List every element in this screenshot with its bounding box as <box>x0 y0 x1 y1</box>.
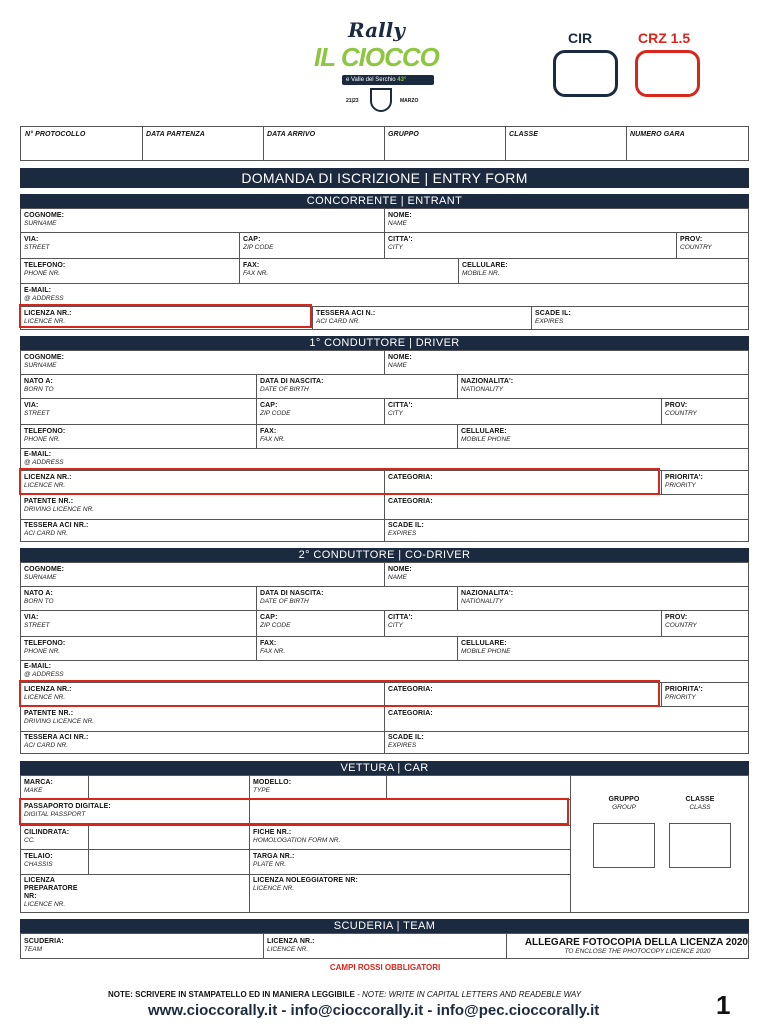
gruppo-field[interactable]: GRUPPO <box>388 131 419 138</box>
team-scuderia-field[interactable]: SCUDERIA: TEAM <box>24 938 64 953</box>
entrant-cap-field[interactable]: CAP: ZIP CODE <box>243 236 274 251</box>
logo-word-ciocco: IL CIOCCO <box>314 42 439 72</box>
car-classe-box[interactable] <box>669 823 731 868</box>
codriver-fax-field[interactable]: FAX: FAX NR. <box>260 640 286 655</box>
logo-word-rally: Rally <box>348 18 405 42</box>
logo-valle: e Valle del Serchio <box>346 77 396 83</box>
entrant-telefono-field[interactable]: TELEFONO: PHONE NR. <box>24 262 66 277</box>
car-marca-field[interactable]: MARCA: MAKE <box>24 779 53 794</box>
entrant-cognome-field[interactable]: COGNOME: SURNAME <box>24 212 65 227</box>
driver-scade-field[interactable]: SCADE IL: EXPIRES <box>388 522 424 537</box>
cir-checkbox[interactable] <box>553 50 618 97</box>
driver-prov-field[interactable]: PROV: COUNTRY <box>665 402 697 417</box>
codriver-priorita-field[interactable]: PRIORITA': PRIORITY <box>665 686 703 701</box>
logo-edition: 43° <box>397 77 407 83</box>
driver-patente-categoria-field[interactable]: CATEGORIA: <box>388 498 433 505</box>
codriver-nome-field[interactable]: NOME: NAME <box>388 566 412 581</box>
driver-via-field[interactable]: VIA: STREET <box>24 402 50 417</box>
codriver-tessera-field[interactable]: TESSERA ACI NR.: ACI CARD NR. <box>24 734 89 749</box>
driver-nome-field[interactable]: NOME: NAME <box>388 354 412 369</box>
codriver-citta-field[interactable]: CITTA': CITY <box>388 614 413 629</box>
entrant-cellulare-field[interactable]: CELLULARE: MOBILE NR. <box>462 262 508 277</box>
entrant-prov-field[interactable]: PROV: COUNTRY <box>680 236 712 251</box>
codriver-cognome-field[interactable]: COGNOME: SURNAME <box>24 566 65 581</box>
driver-priorita-field[interactable]: PRIORITA': PRIORITY <box>665 474 703 489</box>
driver-cap-field[interactable]: CAP: ZIP CODE <box>260 402 291 417</box>
entrant-nome-field[interactable]: NOME: NAME <box>388 212 412 227</box>
codriver-categoria-field[interactable]: CATEGORIA: <box>388 686 433 693</box>
numero-gara-field[interactable]: NUMERO GARA <box>630 131 685 138</box>
team-header: SCUDERIA | TEAM <box>20 919 749 933</box>
car-lic-preparatore-field[interactable]: LICENZA PREPARATORE NR: LICENCE NR. <box>24 877 78 908</box>
codriver-licenza-required-outline <box>19 680 660 707</box>
crz-checkbox[interactable] <box>635 50 700 97</box>
driver-email-field[interactable]: E-MAIL: @ ADDRESS <box>24 451 64 466</box>
codriver-section <box>20 562 749 754</box>
logo-emblem <box>370 88 392 112</box>
car-passaporto-field[interactable]: PASSAPORTO DIGITALE: DIGITAL PASSPORT <box>24 803 111 818</box>
logo-month: MARZO <box>400 98 419 104</box>
allegare-note <box>507 937 748 956</box>
cir-label: CIR <box>568 30 593 46</box>
car-telaio-field[interactable]: TELAIO: CHASSIS <box>24 853 53 868</box>
note-italian: NOTE: SCRIVERE IN STAMPATELLO ED IN MANIERA LEGGIBILE <box>108 990 355 999</box>
team-licenza-field[interactable]: LICENZA NR.: LICENCE NR. <box>267 938 315 953</box>
logo-banner <box>342 75 434 85</box>
codriver-nazionalita-field[interactable]: NAZIONALITA': NATIONALITY <box>461 590 514 605</box>
codriver-telefono-field[interactable]: TELEFONO: PHONE NR. <box>24 640 66 655</box>
codriver-nascita-field[interactable]: DATA DI NASCITA: DATE OF BIRTH <box>260 590 324 605</box>
entrant-tessera-field[interactable]: TESSERA ACI N.: ACI CARD NR. <box>316 310 376 325</box>
rally-logo <box>300 18 460 118</box>
car-classe-label: CLASSE CLASS <box>685 796 715 811</box>
entrant-email-field[interactable]: E-MAIL: @ ADDRESS <box>24 287 64 302</box>
car-cilindrata-field[interactable]: CILINDRATA: CC. <box>24 829 70 844</box>
data-partenza-field[interactable]: DATA PARTENZA <box>146 131 205 138</box>
car-lic-noleggiatore-field[interactable]: LICENZA NOLEGGIATORE NR: LICENCE NR. <box>253 877 358 892</box>
codriver-cellulare-field[interactable]: CELLULARE: MOBILE PHONE <box>461 640 511 655</box>
website-link[interactable]: www.cioccorally.it - info@cioccorally.it - info@pec.cioccorally.it <box>148 1002 600 1019</box>
entrant-licenza-required-outline <box>19 304 312 328</box>
form-title: DOMANDA DI ISCRIZIONE | ENTRY FORM <box>20 168 749 188</box>
car-modello-field[interactable]: MODELLO: TYPE <box>253 779 292 794</box>
car-gruppo-label: GRUPPO GROUP <box>608 796 640 811</box>
codriver-patente-field[interactable]: PATENTE NR.: DRIVING LICENCE NR. <box>24 710 95 725</box>
codriver-email-field[interactable]: E-MAIL: @ ADDRESS <box>24 663 64 678</box>
codriver-licenza-field[interactable]: LICENZA NR.: LICENCE NR. <box>24 686 72 701</box>
driver-licenza-required-outline <box>19 468 660 495</box>
entrant-citta-field[interactable]: CITTA': CITY <box>388 236 413 251</box>
codriver-nato-field[interactable]: NATO A: BORN TO <box>24 590 54 605</box>
codriver-scade-field[interactable]: SCADE IL: EXPIRES <box>388 734 424 749</box>
entrant-header: CONCORRENTE | ENTRANT <box>20 194 749 208</box>
driver-section <box>20 350 749 542</box>
team-section <box>20 933 749 959</box>
footer-note <box>108 990 581 999</box>
top-fields-row <box>20 126 749 161</box>
car-passaporto-required-outline <box>19 798 569 825</box>
note-english: - NOTE: WRITE IN CAPITAL LETTERS AND READEBLE WAY <box>357 990 582 999</box>
driver-cellulare-field[interactable]: CELLULARE: MOBILE PHONE <box>461 428 511 443</box>
car-section <box>20 775 749 913</box>
codriver-prov-field[interactable]: PROV: COUNTRY <box>665 614 697 629</box>
car-fiche-field[interactable]: FICHE NR.: HOMOLOGATION FORM NR. <box>253 829 341 844</box>
entrant-fax-field[interactable]: FAX: FAX NR. <box>243 262 269 277</box>
driver-citta-field[interactable]: CITTA': CITY <box>388 402 413 417</box>
driver-nazionalita-field[interactable]: NAZIONALITA': NATIONALITY <box>461 378 514 393</box>
driver-patente-field[interactable]: PATENTE NR.: DRIVING LICENCE NR. <box>24 498 95 513</box>
page-number: 1 <box>716 990 731 1020</box>
classe-field[interactable]: CLASSE <box>509 131 538 138</box>
car-targa-field[interactable]: TARGA NR.: PLATE NR. <box>253 853 295 868</box>
driver-cognome-field[interactable]: COGNOME: SURNAME <box>24 354 65 369</box>
required-fields-note: CAMPI ROSSI OBBLIGATORI <box>329 963 441 972</box>
logo-dates: 21|23 <box>346 98 359 104</box>
entrant-via-field[interactable]: VIA: STREET <box>24 236 50 251</box>
driver-licenza-field[interactable]: LICENZA NR.: LICENCE NR. <box>24 474 72 489</box>
entrant-licenza-field[interactable]: LICENZA NR.: LICENCE NR. <box>24 310 72 325</box>
codriver-cap-field[interactable]: CAP: ZIP CODE <box>260 614 291 629</box>
driver-telefono-field[interactable]: TELEFONO: PHONE NR. <box>24 428 66 443</box>
allegare-text: ALLEGARE FOTOCOPIA DELLA LICENZA 2020 <box>524 937 748 948</box>
codriver-via-field[interactable]: VIA: STREET <box>24 614 50 629</box>
car-gruppo-box[interactable] <box>593 823 655 868</box>
driver-nato-field[interactable]: NATO A: BORN TO <box>24 378 54 393</box>
codriver-patente-categoria-field[interactable]: CATEGORIA: <box>388 710 433 717</box>
car-header: VETTURA | CAR <box>20 761 749 775</box>
driver-nascita-field[interactable]: DATA DI NASCITA: DATE OF BIRTH <box>260 378 324 393</box>
enclose-text: TO ENCLOSE THE PHOTOCOPY LICENCE 2020 <box>564 948 711 955</box>
driver-header: 1° CONDUTTORE | DRIVER <box>20 336 749 350</box>
entrant-scade-field[interactable]: SCADE IL: EXPIRES <box>535 310 571 325</box>
data-arrivo-field[interactable]: DATA ARRIVO <box>267 131 316 138</box>
driver-categoria-field[interactable]: CATEGORIA: <box>388 474 433 481</box>
crz-label: CRZ 1.5 <box>638 30 691 46</box>
codriver-header: 2° CONDUTTORE | CO-DRIVER <box>20 548 749 562</box>
driver-fax-field[interactable]: FAX: FAX NR. <box>260 428 286 443</box>
driver-tessera-field[interactable]: TESSERA ACI NR.: ACI CARD NR. <box>24 522 89 537</box>
protocollo-field[interactable]: N° PROTOCOLLO <box>25 131 86 138</box>
